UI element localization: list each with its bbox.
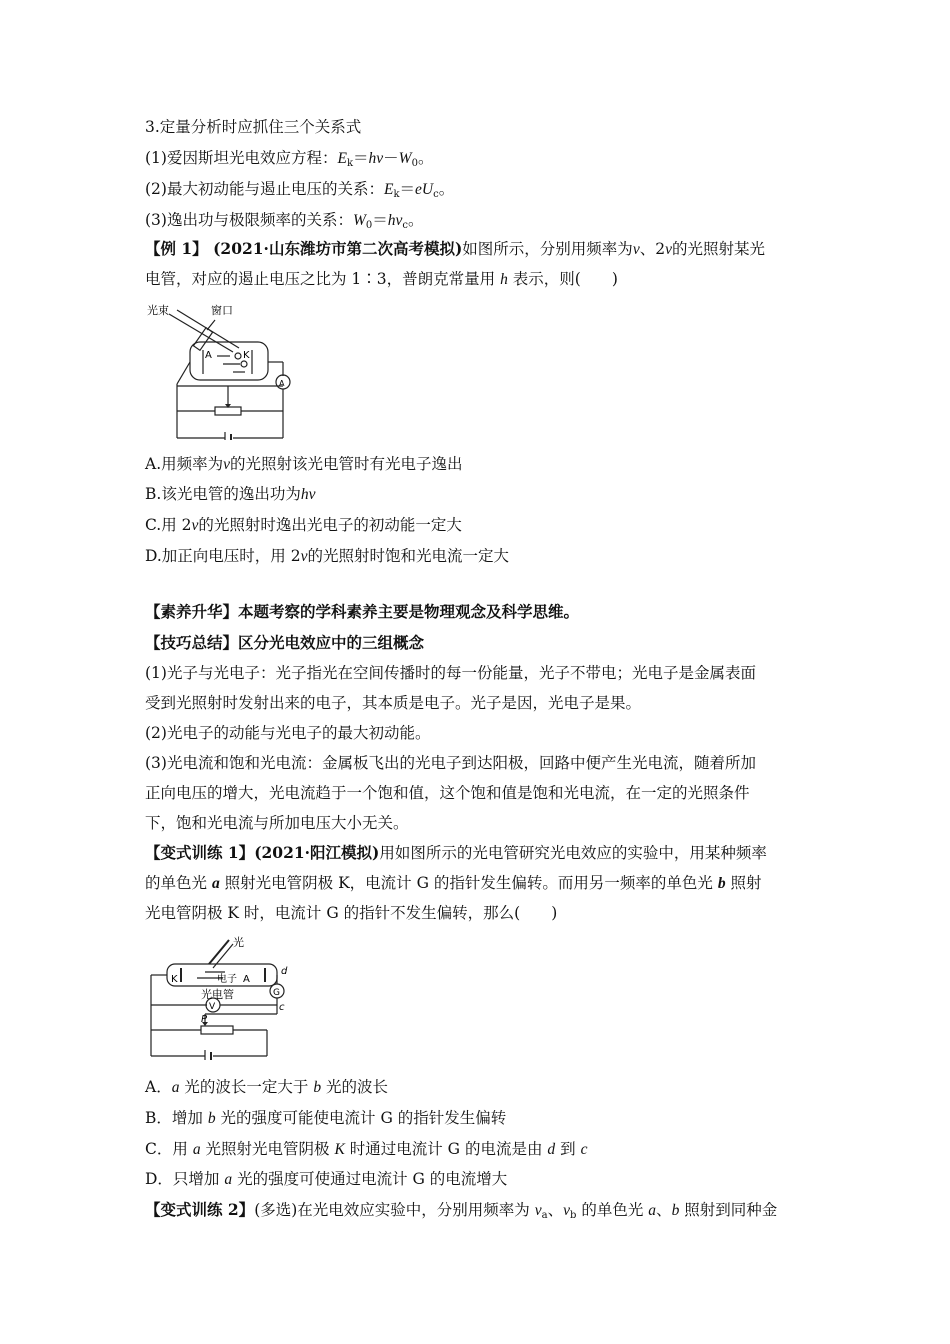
option-d-text: D．只增加 (145, 1170, 220, 1188)
formula-2: (2)最大初动能与遏止电压的关系：$E_k=eU_c$。 (145, 180, 455, 200)
slider-p-label: P (201, 1014, 208, 1025)
variant-2-stem-line1: 【变式训练 2】(多选)在光电效应实验中，分别用频率为 $\nu_a$、$\nu_b$ 的单色光 a、b 照射到同种金 (145, 1200, 778, 1221)
variant-1-tag: 【变式训练 1】 (145, 843, 255, 862)
variant-2-tag: 【变式训练 2】 (145, 1200, 255, 1219)
variant-1-option-a: A．a 光的波长一定大于 b 光的波长 (145, 1078, 389, 1096)
variant-1-source: (2021·阳江模拟) (254, 843, 380, 862)
option-c-text-2: 光照射光电管阴极 (205, 1140, 330, 1158)
point-d-label: d (281, 966, 288, 977)
example-1-stem-line1: 【例 1】 (2021·山东潍坊市第二次高考模拟)如图所示，分别用频率为ν、2ν的光照射某光 (145, 239, 765, 258)
example-1-stem-text-3: 电管，对应的遏止电压之比为 1∶3，普朗克常量用 (145, 270, 496, 288)
skill-1-line2: 受到光照射时发射出来的电子，其本质是电子。光子是因，光电子是果。 (145, 694, 642, 712)
option-c-text: C．用 (145, 1140, 188, 1158)
variant-1-option-d: D．只增加 a 光的强度可使通过电流计 G 的电流增大 (145, 1170, 508, 1188)
formula-3: (3)逸出功与极限频率的关系：$W_0=h\nu_c$。 (145, 211, 424, 231)
electron-label: 电子 (217, 974, 237, 985)
variant-1-text-4: 照射 (730, 874, 762, 892)
skill-3-line3: 下，饱和光电流与所加电压大小无关。 (145, 814, 409, 832)
option-c-text: C.用 2 (145, 516, 192, 534)
variant-1-text-2: 的单色光 (145, 874, 208, 892)
example-1-tag: 【例 1】 (145, 239, 208, 258)
ammeter-label: A (279, 379, 285, 388)
option-c-text-3: 时通过电流计 G 的电流是由 (349, 1140, 543, 1158)
variant-2-text: (多选)在光电效应实验中，分别用频率为 (254, 1201, 530, 1219)
light-beam-line (169, 314, 233, 352)
cathode-k-label: K (171, 974, 178, 985)
formula-3-label: (3)逸出功与极限频率的关系： (145, 211, 353, 229)
option-a-text: A． (145, 1078, 172, 1096)
voltmeter-label: V (209, 1002, 216, 1012)
option-b-text: B．增加 (145, 1109, 203, 1127)
anode-label: A (205, 350, 212, 361)
point-c-label: c (279, 1002, 285, 1013)
section-heading: 3.定量分析时应抓住三个关系式 (145, 118, 362, 136)
variant-1-option-b: B．增加 b 光的强度可能使电流计 G 的指针发生偏转 (145, 1109, 507, 1127)
variant-1-text: 用如图所示的光电管研究光电效应的实验中，用某种频率 (379, 844, 767, 862)
option-a-text-2: 光的波长一定大于 (184, 1078, 309, 1096)
skill-3-line2: 正向电压的增大，光电流趋于一个饱和值，这个饱和值是饱和光电流，在一定的光照条件 (145, 784, 750, 802)
variant-1-option-c: C．用 a 光照射光电管阴极 K 时通过电流计 G 的电流是由 d 到 c (145, 1140, 588, 1158)
variant-1-stem-line1 (145, 842, 815, 864)
variant-1-stem-line3: 光电管阴极 K 时，电流计 G 的指针不发生偏转，那么( ) (145, 904, 558, 922)
option-d-text: D.加正向电压时，用 2 (145, 547, 301, 565)
skill-3-line1: (3)光电流和饱和光电流：金属板飞出的光电子到达阳极，回路中便产生光电流，随着所加 (145, 754, 756, 772)
option-d-text-2: 的光照射时饱和光电流一定大 (307, 547, 509, 565)
light-label: 光 (233, 936, 244, 949)
rheostat (201, 1026, 233, 1034)
example-1-option-c: C.用 2ν的光照射时逸出光电子的初动能一定大 (145, 516, 462, 534)
variant-2-text-3: 照射到同种金 (684, 1201, 778, 1219)
option-c-text-2: 的光照射时逸出光电子的初动能一定大 (198, 516, 462, 534)
variant-1-circuit-figure (145, 932, 295, 1060)
variant-2-text-2: 的单色光 (581, 1201, 644, 1219)
variant-1-text-3: 照射光电管阴极 K，电流计 G 的指针发生偏转。而用另一频率的单色光 (224, 874, 713, 892)
example-1-source: (2021·山东潍坊市第二次高考模拟) (207, 239, 463, 258)
window-slot (193, 328, 212, 351)
example-1-option-d: D.加正向电压时，用 2ν的光照射时饱和光电流一定大 (145, 547, 509, 565)
option-b-text: B.该光电管的逸出功为 (145, 485, 301, 503)
example-1-option-a: A.用频率为ν的光照射该光电管时有光电子逸出 (145, 455, 463, 473)
skill-1-line1: (1)光子与光电子：光子指光在空间传播时的每一份能量，光子不带电；光电子是金属表面 (145, 664, 756, 682)
example-1-stem-text-4: 表示，则( ) (512, 270, 618, 288)
formula-2-label: (2)最大初动能与遏止电压的关系： (145, 180, 384, 198)
skill-2: (2)光电子的动能与光电子的最大初动能。 (145, 724, 431, 742)
anode-a-label: A (243, 974, 250, 985)
option-b-text-2: 光的强度可能使电流计 G 的指针发生偏转 (220, 1109, 507, 1127)
cathode-label: K (243, 350, 250, 361)
option-c-text-4: 到 (560, 1140, 576, 1158)
option-a-text-3: 光的波长 (326, 1078, 389, 1096)
example-1-stem-text: 如图所示，分别用频率为 (462, 240, 633, 258)
literacy-note: 【素养升华】本题考察的学科素养主要是物理观念及科学思维。 (145, 602, 580, 621)
option-d-text-2: 光的强度可使通过电流计 G 的电流增大 (237, 1170, 508, 1188)
example-1-stem-text-2: 的光照射某光 (671, 240, 765, 258)
rheostat (215, 407, 241, 415)
option-a-text: A.用频率为 (145, 455, 224, 473)
formula-1-label: (1)爱因斯坦光电效应方程： (145, 149, 338, 167)
example-1-circuit-figure (145, 300, 295, 440)
skill-summary-title: 【技巧总结】区分光电效应中的三组概念 (145, 633, 425, 652)
galvanometer-label: G (273, 988, 280, 998)
window-label: 窗口 (211, 304, 233, 317)
variant-1-stem-line2: 的单色光 a 照射光电管阴极 K，电流计 G 的指针发生偏转。而用另一频率的单色光 b 照射 (145, 874, 762, 892)
example-1-option-b: B.该光电管的逸出功为hν (145, 485, 316, 503)
formula-1: (1)爱因斯坦光电效应方程：$E_k=h\nu-W_0$。 (145, 149, 434, 169)
tube-label: 光电管 (201, 988, 234, 1001)
example-1-stem-line2: 电管，对应的遏止电压之比为 1∶3，普朗克常量用 h 表示，则( ) (145, 270, 618, 288)
beam-label: 光束 (147, 304, 169, 317)
option-a-text-2: 的光照射该光电管时有光电子逸出 (230, 455, 463, 473)
